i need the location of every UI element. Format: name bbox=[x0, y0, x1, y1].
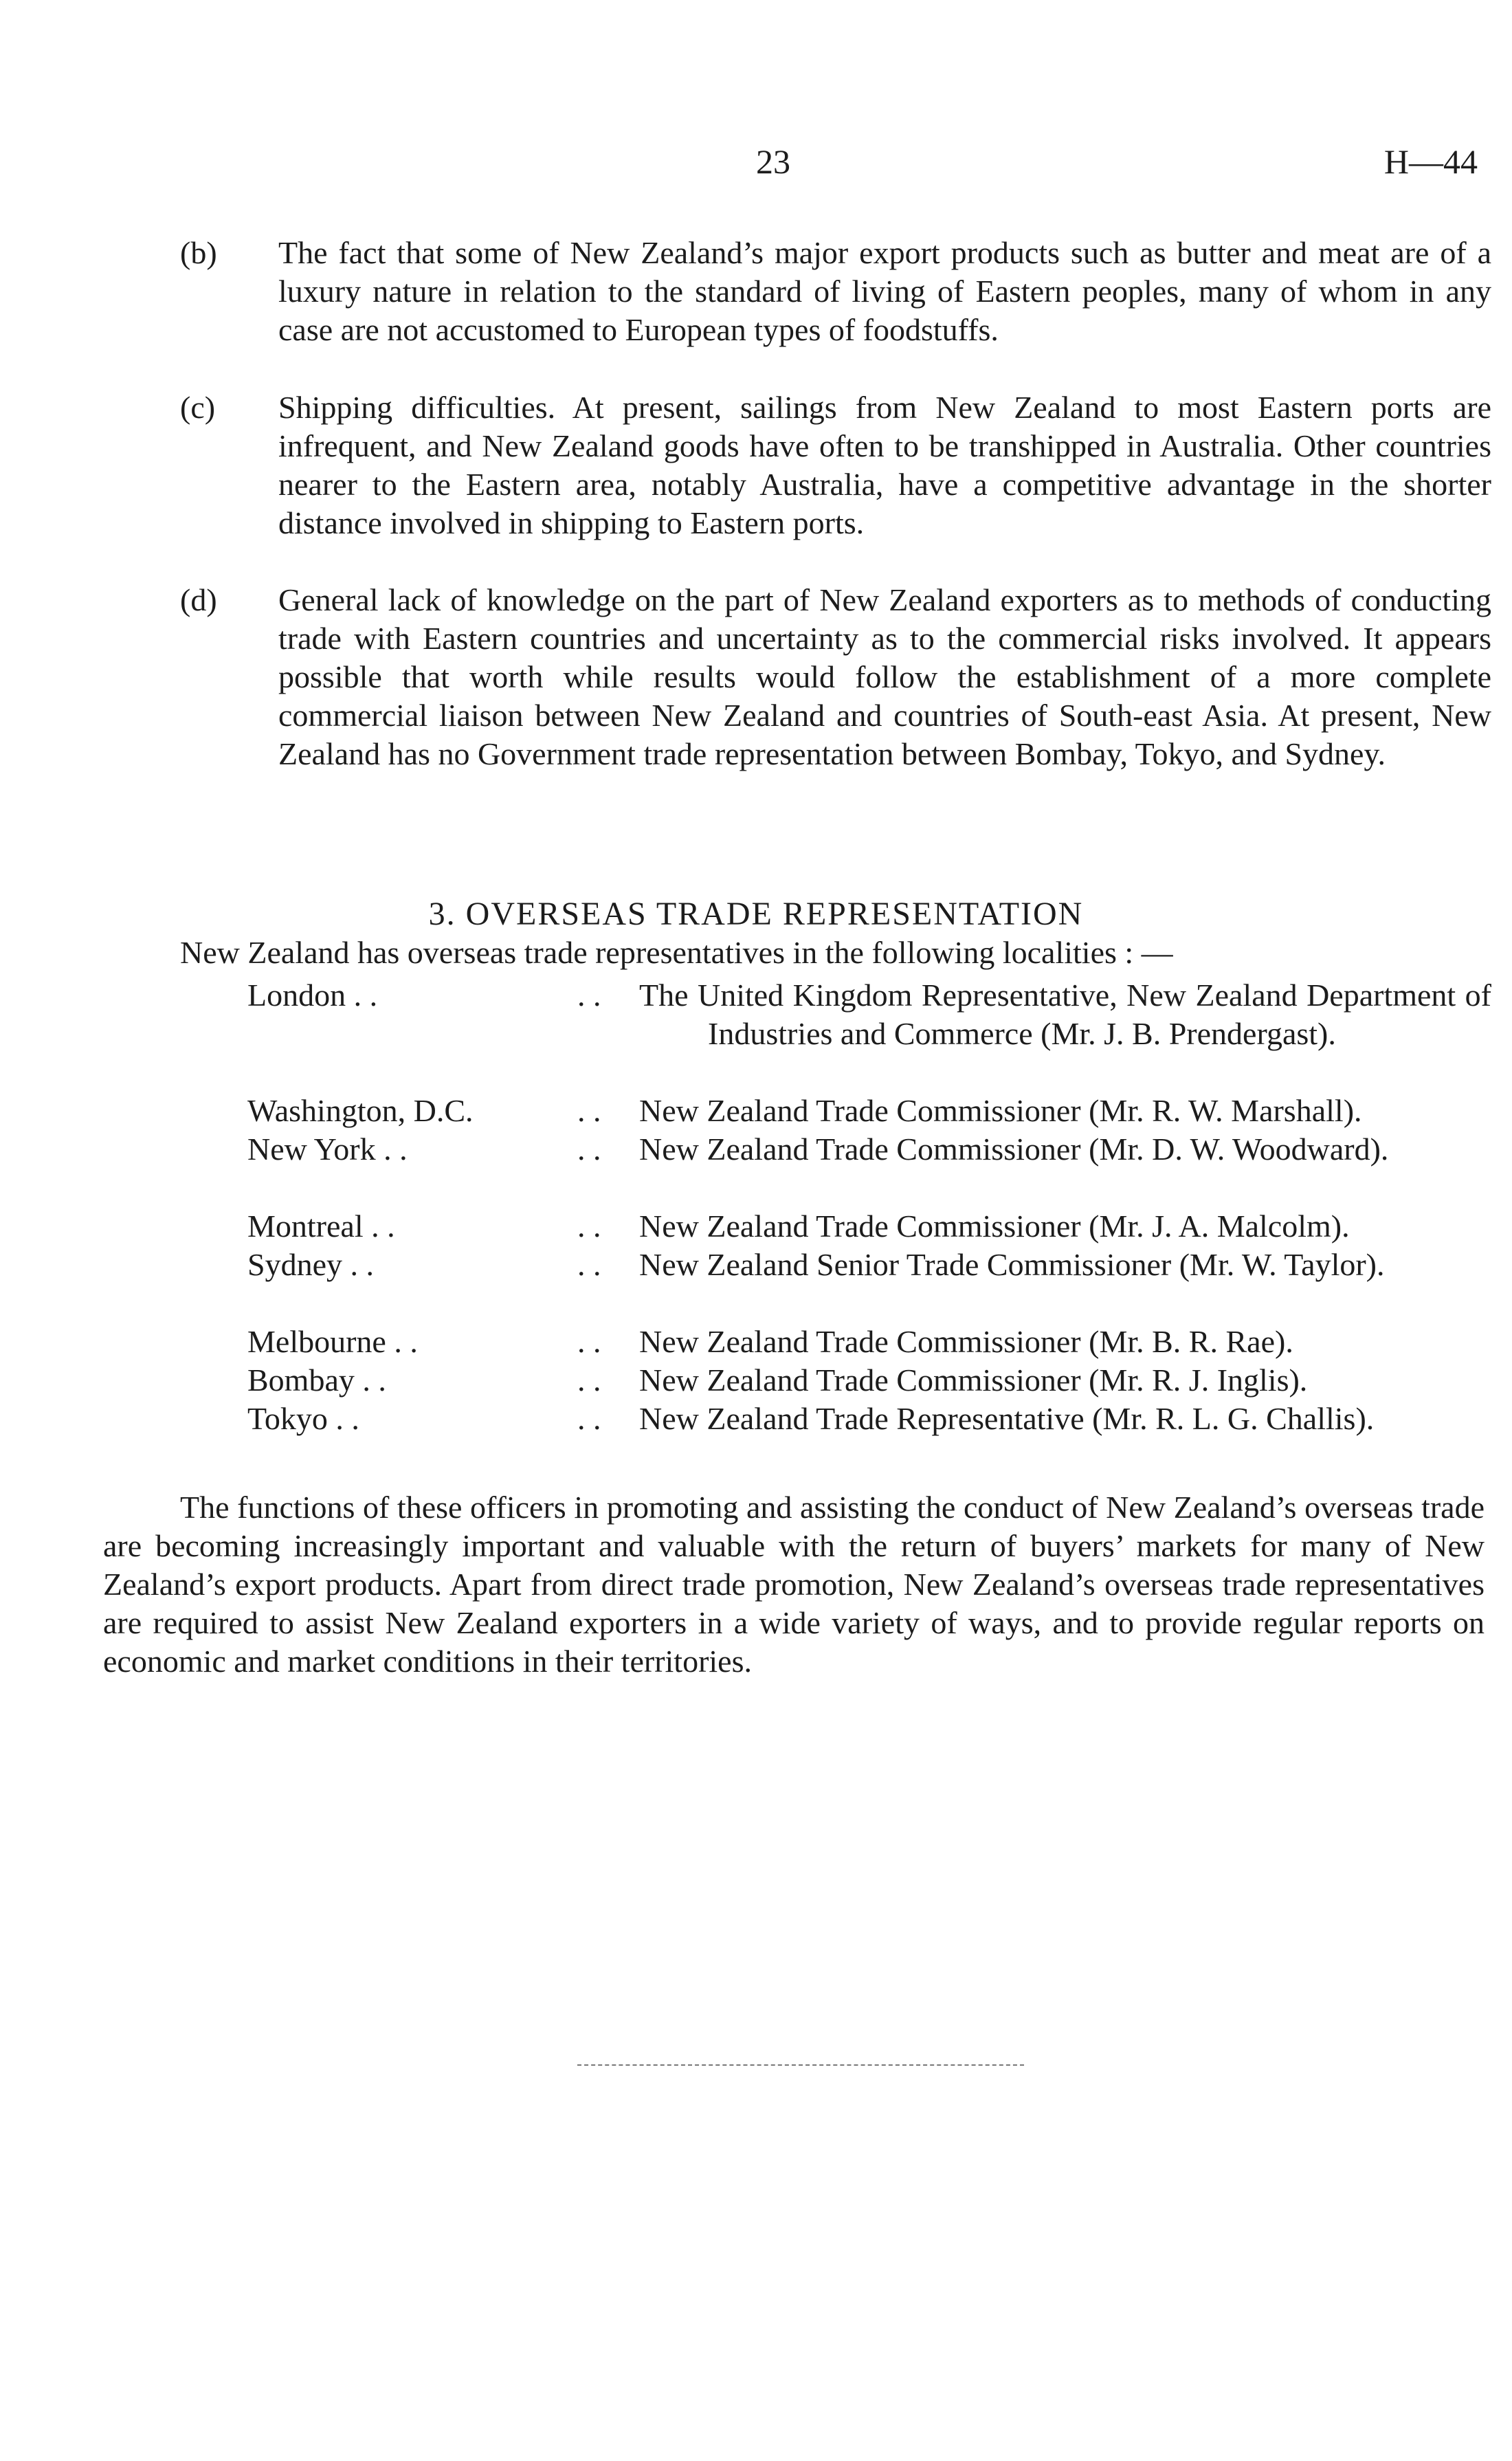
rep-description: New Zealand Trade Commissioner (Mr. J. A. Malcolm). bbox=[639, 1209, 1350, 1244]
rep-city: Bombay . . bbox=[247, 1362, 386, 1398]
rep-city: Melbourne . . bbox=[247, 1324, 418, 1359]
rep-city: Sydney . . bbox=[247, 1247, 374, 1282]
closing-paragraph: The functions of these officers in promoting and assisting the conduct of New Zealand’s overseas trade are becoming increasingly important and valuable with the return of buyers’ markets for many of New Zealand’s export products. Apart from direct trade promotion, New Zealand’s overseas trade representatives are required to assist New Zealand exporters in a wide variety of ways, and to provide regular reports on economic and market conditions in their territories. bbox=[103, 1490, 1485, 1679]
rep-row-sydney bbox=[247, 1246, 1491, 1284]
rep-leader: . . bbox=[577, 1093, 601, 1128]
rep-row-melbourne bbox=[247, 1323, 1491, 1361]
rep-leader: . . bbox=[577, 1247, 601, 1282]
rep-row-bombay bbox=[247, 1361, 1491, 1400]
rep-row-tokyo bbox=[247, 1400, 1491, 1438]
rep-leader: . . bbox=[577, 1324, 601, 1359]
rep-city: New York . . bbox=[247, 1132, 408, 1167]
list-item-label: (c) bbox=[180, 390, 216, 425]
rep-leader: . . bbox=[577, 1132, 601, 1167]
list-item-b bbox=[103, 234, 1491, 349]
rep-city: Montreal . . bbox=[247, 1209, 395, 1244]
list-item-label: (b) bbox=[180, 235, 217, 270]
end-rule bbox=[577, 2064, 1024, 2066]
rep-description: The United Kingdom Representative, New Zealand Department of Industries and Commerce (Mr. J. B. Prendergast). bbox=[639, 978, 1491, 1051]
rep-description: New Zealand Trade Commissioner (Mr. R. J. Inglis). bbox=[639, 1362, 1308, 1398]
rep-description: New Zealand Trade Commissioner (Mr. D. W. Woodward). bbox=[639, 1132, 1389, 1167]
rep-leader: . . bbox=[577, 1209, 601, 1244]
rep-city: London . . bbox=[247, 978, 378, 1013]
rep-description: New Zealand Senior Trade Commissioner (Mr. W. Taylor). bbox=[639, 1247, 1385, 1282]
rep-leader: . . bbox=[577, 1401, 601, 1436]
rep-description: New Zealand Trade Commissioner (Mr. B. R. Rae). bbox=[639, 1324, 1293, 1359]
list-item-text: Shipping difficulties. At present, sailings from New Zealand to most Eastern ports are infrequent, and New Zealand goods have often to be transhipped in Australia. Other countries nearer to the Eastern area, notably Australia, have a competitive advantage in the shorter distance involved in shipping to Eastern ports. bbox=[278, 390, 1491, 540]
rep-row-washington bbox=[247, 1092, 1491, 1130]
rep-leader: . . bbox=[577, 978, 601, 1013]
list-item-text: The fact that some of New Zealand’s major export products such as butter and meat are of a luxury nature in relation to the standard of living of Eastern peoples, many of whom in any case are not accustomed to European types of foodstuffs. bbox=[278, 235, 1491, 347]
rep-row-london bbox=[247, 976, 1491, 1053]
list-item-d bbox=[103, 581, 1491, 773]
list-item-text: General lack of knowledge on the part of New Zealand exporters as to methods of conducting trade with Eastern countries and uncertainty as to the commercial risks involved. It appears possible that worth while results would follow the establishment of a more complete commercial liaison between New Zealand and countries of South-east Asia. At present, New Zealand has no Government trade representation between Bombay, Tokyo, and Sydney. bbox=[278, 582, 1491, 771]
rep-description: New Zealand Trade Commissioner (Mr. R. W. Marshall). bbox=[639, 1093, 1362, 1128]
list-item-label: (d) bbox=[180, 582, 217, 617]
section-intro: New Zealand has overseas trade representatives in the following localities : — bbox=[180, 935, 1173, 970]
page-number: 23 bbox=[756, 142, 790, 181]
rep-description: New Zealand Trade Representative (Mr. R. L. G. Challis). bbox=[639, 1401, 1375, 1436]
rep-row-montreal bbox=[247, 1207, 1491, 1246]
document-code: H—44 bbox=[1383, 142, 1478, 181]
rep-city: Washington, D.C. bbox=[247, 1093, 474, 1128]
rep-city: Tokyo . . bbox=[247, 1401, 359, 1436]
section-heading: 3. OVERSEAS TRADE REPRESENTATION bbox=[428, 896, 1084, 932]
list-item-c bbox=[103, 388, 1491, 542]
rep-leader: . . bbox=[577, 1362, 601, 1398]
rep-row-new-york bbox=[247, 1130, 1491, 1169]
